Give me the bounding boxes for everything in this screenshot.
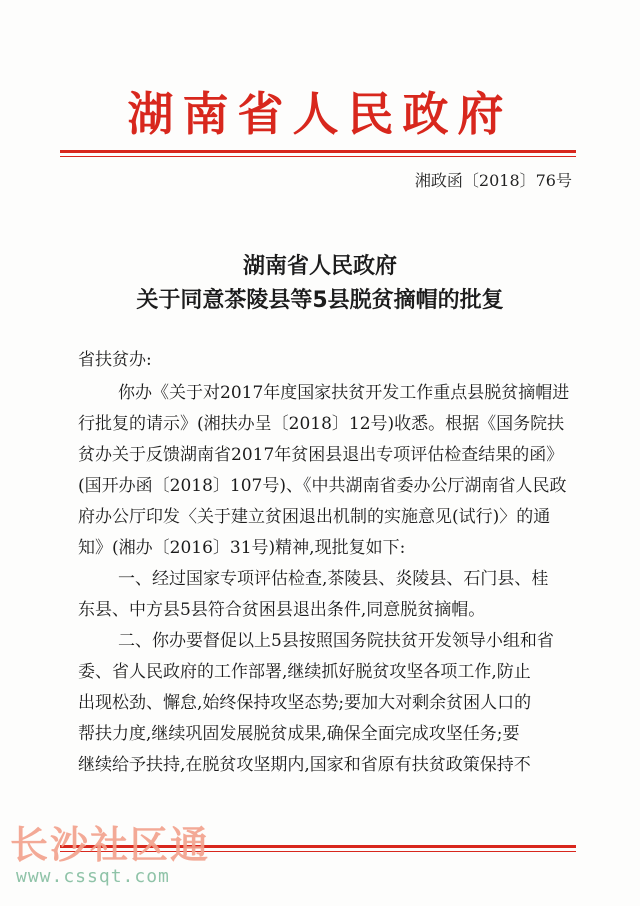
watermark-name: 长沙社区通 xyxy=(10,823,211,867)
red-rule-top-thin xyxy=(60,156,576,157)
title-line-2: 关于同意茶陵县等5县脱贫摘帽的批复 xyxy=(136,288,504,313)
body-line: 你办《关于对2017年度国家扶贫开发工作重点县脱贫摘帽进 xyxy=(118,383,570,403)
document-body xyxy=(78,378,578,781)
body-line: 行批复的请示》(湘扶办呈〔2018〕12号)收悉。根据《国务院扶 xyxy=(78,414,565,434)
body-line: 知》(湘办〔2016〕31号)精神,现批复如下: xyxy=(78,538,406,558)
watermark-url: www.cssqt.com xyxy=(16,866,170,887)
body-line: (国开办函〔2018〕107号)、《中共湖南省委办公厅湖南省人民政 xyxy=(78,476,567,496)
body-line: 东县、中方县5县符合贫困县退出条件,同意脱贫摘帽。 xyxy=(78,600,486,620)
document-number: 湘政函〔2018〕76号 xyxy=(414,171,572,190)
title-line-1: 湖南省人民政府 xyxy=(242,254,397,279)
body-line: 二、你办要督促以上5县按照国务院扶贫开发领导小组和省 xyxy=(118,631,554,651)
issuer-header: 湖南省人民政府 xyxy=(127,87,513,141)
document-title xyxy=(0,250,640,318)
body-line: 一、经过国家专项评估检查,茶陵县、炎陵县、石门县、桂 xyxy=(118,569,549,589)
site-watermark xyxy=(10,824,270,888)
body-line: 帮扶力度,继续巩固发展脱贫成果,确保全面完成攻坚任务;要 xyxy=(78,724,520,744)
body-line: 委、省人民政府的工作部署,继续抓好脱贫攻坚各项工作,防止 xyxy=(78,662,531,682)
body-line: 府办公厅印发〈关于建立贫困退出机制的实施意见(试行)〉的通 xyxy=(78,507,551,527)
salutation: 省扶贫办: xyxy=(78,350,152,370)
body-line: 贫办关于反馈湖南省2017年贫困县退出专项评估检查结果的函》 xyxy=(78,445,564,465)
red-rule-top xyxy=(60,150,576,153)
body-line: 出现松劲、懈怠,始终保持攻坚态势;要加大对剩余贫困人口的 xyxy=(78,693,532,713)
body-line: 继续给予扶持,在脱贫攻坚期内,国家和省原有扶贫政策保持不 xyxy=(78,755,531,775)
